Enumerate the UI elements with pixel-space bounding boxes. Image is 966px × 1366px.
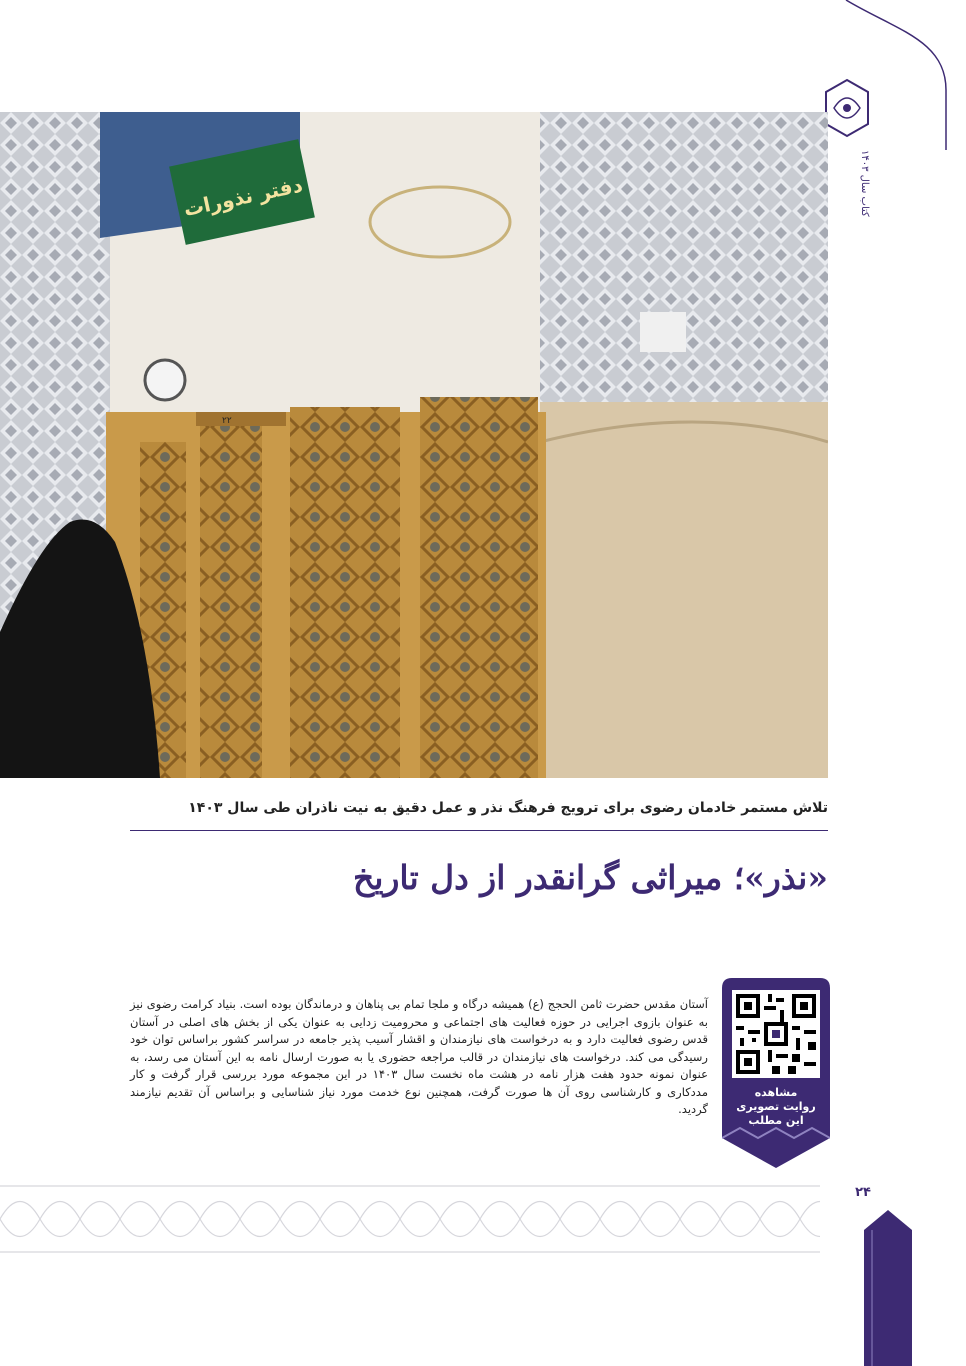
decorative-pattern [0, 1184, 820, 1254]
qr-caption-line2: روایت تصویری [736, 1100, 816, 1113]
book-year-label: کتاب سال ۱۴۰۳ [859, 150, 870, 217]
sign-text: دفتر نذورات [181, 172, 305, 222]
article-headline: «نذر»؛ میراثی گرانقدر از دل تاریخ [353, 858, 828, 897]
wall-clock-icon [145, 360, 185, 400]
qr-caption [722, 1086, 830, 1128]
page-number: ۲۴ [855, 1185, 871, 1200]
subtitle-divider [130, 830, 828, 831]
article-subtitle: تلاش مستمر خادمان رضوی برای ترویج فرهنگ نذر و عمل دقیق به نیت ناذران طی سال ۱۴۰۳ [188, 800, 828, 816]
qr-code[interactable] [732, 990, 820, 1078]
article-body: آستان مقدس حضرت ثامن الحجج (ع) همیشه درگاه و ملجا تمام بی پناهان و درماندگان بوده است. بنیاد کرامت رضوی نیز به عنوان بازوی اجرایی در حوزه فعالیت های اجتماعی و محرومیت زدایی به عنوان یکی از بخش های اصلی در آستان قدس رضوی فعالیت دارد و به درخواست های نیازمندان و اقشار آسیب پذیر جامعه در سراسر کشور براساس توان خود رسیدگی می کند. درخواست های نیازمندان در قالب مراجعه حضوری یا به صورت ارسال نامه به این آستان می رسد، به عنوان نمونه حدود هفت هزار نامه در هشت ماه نخست سال ۱۴۰۳ در این مجموعه مورد بررسی قرار گرفت و کار مددکاری و کارشناسی روی آن ها صورت گرفت، همچنین نوع خدمت مورد نیاز شناسایی و براساس آن تقدیم نیازمند گردید. [130, 997, 708, 1116]
publication-logo [822, 78, 872, 138]
logo-emblem-icon [822, 78, 872, 138]
side-tab [864, 1210, 912, 1366]
qr-caption-line1: مشاهده [754, 1086, 798, 1099]
qr-panel[interactable] [722, 978, 830, 1168]
door-number: ۲۲ [222, 416, 232, 426]
qr-caption-line3: این مطلب [748, 1114, 804, 1127]
shrine-office-photo [0, 112, 828, 778]
qr-code-icon [732, 990, 820, 1078]
